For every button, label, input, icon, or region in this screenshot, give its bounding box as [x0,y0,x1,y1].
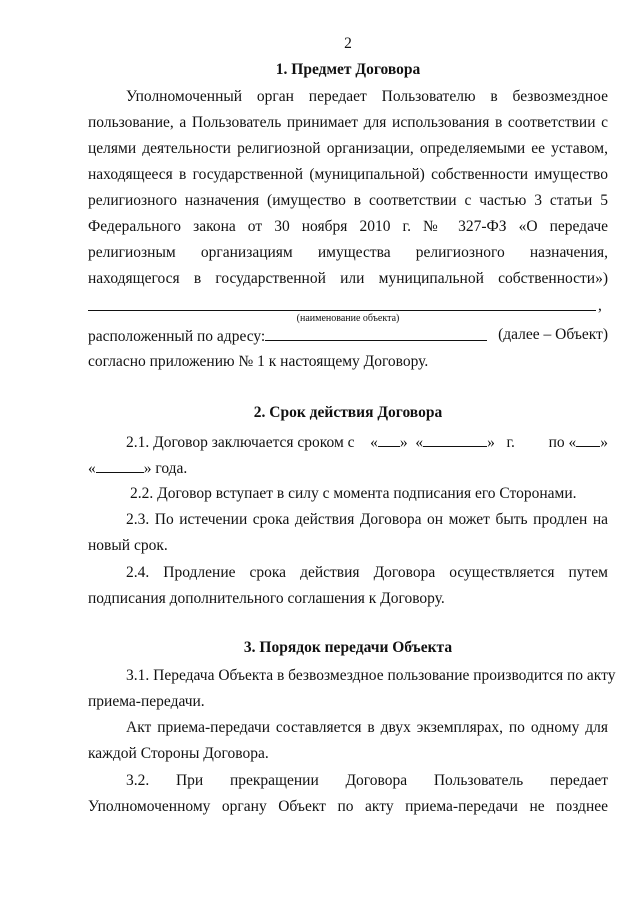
sec2-line-2: « » года. [88,457,608,479]
section-3-heading: 3. Порядок передачи Объекта [243,639,453,656]
sec1-last-line: согласно приложению № 1 к настоящему Договору. [88,353,429,370]
sec2-line-1: 2.1. Договор заключается сроком с « » « » г. по « » [126,431,608,453]
sec1-line-6: Федерального закона от 30 ноября 2010 г. № 327-ФЗ «О передаче [88,218,608,235]
section-1-heading: 1. Предмет Договора [275,61,421,78]
document-page: 2 1. Предмет Договора Уполномоченный орган передает Пользователю в безвозмездное пользование, а Пользователь принимает для использования в соответствии с целями деятельности религиозной организации, определяемыми ее уставом, находящееся в государственной (муниципальной) собственности имущество религиозного назначения (имущество в соответствии с частью 3 статьи 5 Федерального закона от 30 ноября 2010 г. № 327-ФЗ «О передаче религиозным организациям имущества религиозного назначения, находящегося в государственной или муниципальной собственности») , (наименование объекта) расположенный по адресу: (далее – Объект) согласно приложению № 1 к настоящему Договору. 2. Срок действия Договора 2.1. Договор заключается сроком с « » « » г. по « » « » года. 2.2. Договор вступает в силу с момента подписания его Сторонами. 2.3. По истечении срока действия Договора он может быть продлен на новый срок. 2.4. Продление срока действия Договора осуществляется путем подписания дополнительного соглашения к Договору. 3. Порядок передачи Объекта 3.1. Передача Объекта в безвозмездное пользование производится по акту приема-передачи. Акт приема-передачи составляется в двух экземплярах, по одному для каждой Стороны Договора. 3.2. При прекращении Договора Пользователь передает Уполномоченному органу Объект по акту приема-передачи не позднее [88,35,616,815]
sec1-line-2: пользование, а Пользователь принимает для использования в соответствии с [88,114,608,131]
page-number: 2 [344,35,352,52]
sec3-p3-line-2: Уполномоченному органу Объект по акту приема-передачи не позднее [88,798,608,815]
sec2-p4-line-2: подписания дополнительного соглашения к Договору. [88,590,445,607]
sec1-line-3: целями деятельности религиозной организации, определяемыми ее уставом, [88,140,608,157]
sec2-p3-line-2: новый срок. [88,537,168,554]
sec3-p1-line-1: 3.1. Передача Объекта в безвозмездное пользование производится по акту [126,667,616,684]
address-blank [265,325,487,341]
sec3-p2-line-2: каждой Стороны Договора. [88,745,269,762]
term-text: 2.1. Договор заключается сроком с [126,434,355,451]
sec3-p3-line-1: 3.2. При прекращении Договора Пользователь передает [126,772,608,789]
sec2-p4-line-1: 2.4. Продление срока действия Договора осуществляется путем [126,564,608,581]
day-blank [378,431,400,447]
object-name-blank [88,310,596,311]
sec1-line-4: находящееся в государственной (муниципальной) собственности имущество [88,166,608,183]
address-tail: (далее – Объект) [498,326,608,343]
object-caption: (наименование объекта) [296,313,400,324]
address-line [88,325,608,347]
end-day-blank [576,431,600,447]
sec1-line-7: религиозным организациям имущества религиозного назначения, [88,244,608,261]
address-label: расположенный по адресу: [88,328,266,345]
sec1-line-5: религиозного назначения (имущество в соответствии с частью 3 статьи 5 [88,192,608,209]
month-blank [423,431,487,447]
sec3-p1-line-2: приема-передачи. [88,693,205,710]
end-month-blank [96,457,144,473]
sec2-p3-line-1: 2.3. По истечении срока действия Договора он может быть продлен на [126,511,608,528]
sec1-line-1: Уполномоченный орган передает Пользователю в безвозмездное [126,88,608,105]
sec3-p2-line-1: Акт приема-передачи составляется в двух экземплярах, по одному для [126,719,608,736]
sec2-p2: 2.2. Договор вступает в силу с момента подписания его Сторонами. [130,485,577,502]
section-2-heading: 2. Срок действия Договора [253,404,443,421]
sec1-line-8: находящегося в государственной или муниципальной собственности») [88,270,608,287]
